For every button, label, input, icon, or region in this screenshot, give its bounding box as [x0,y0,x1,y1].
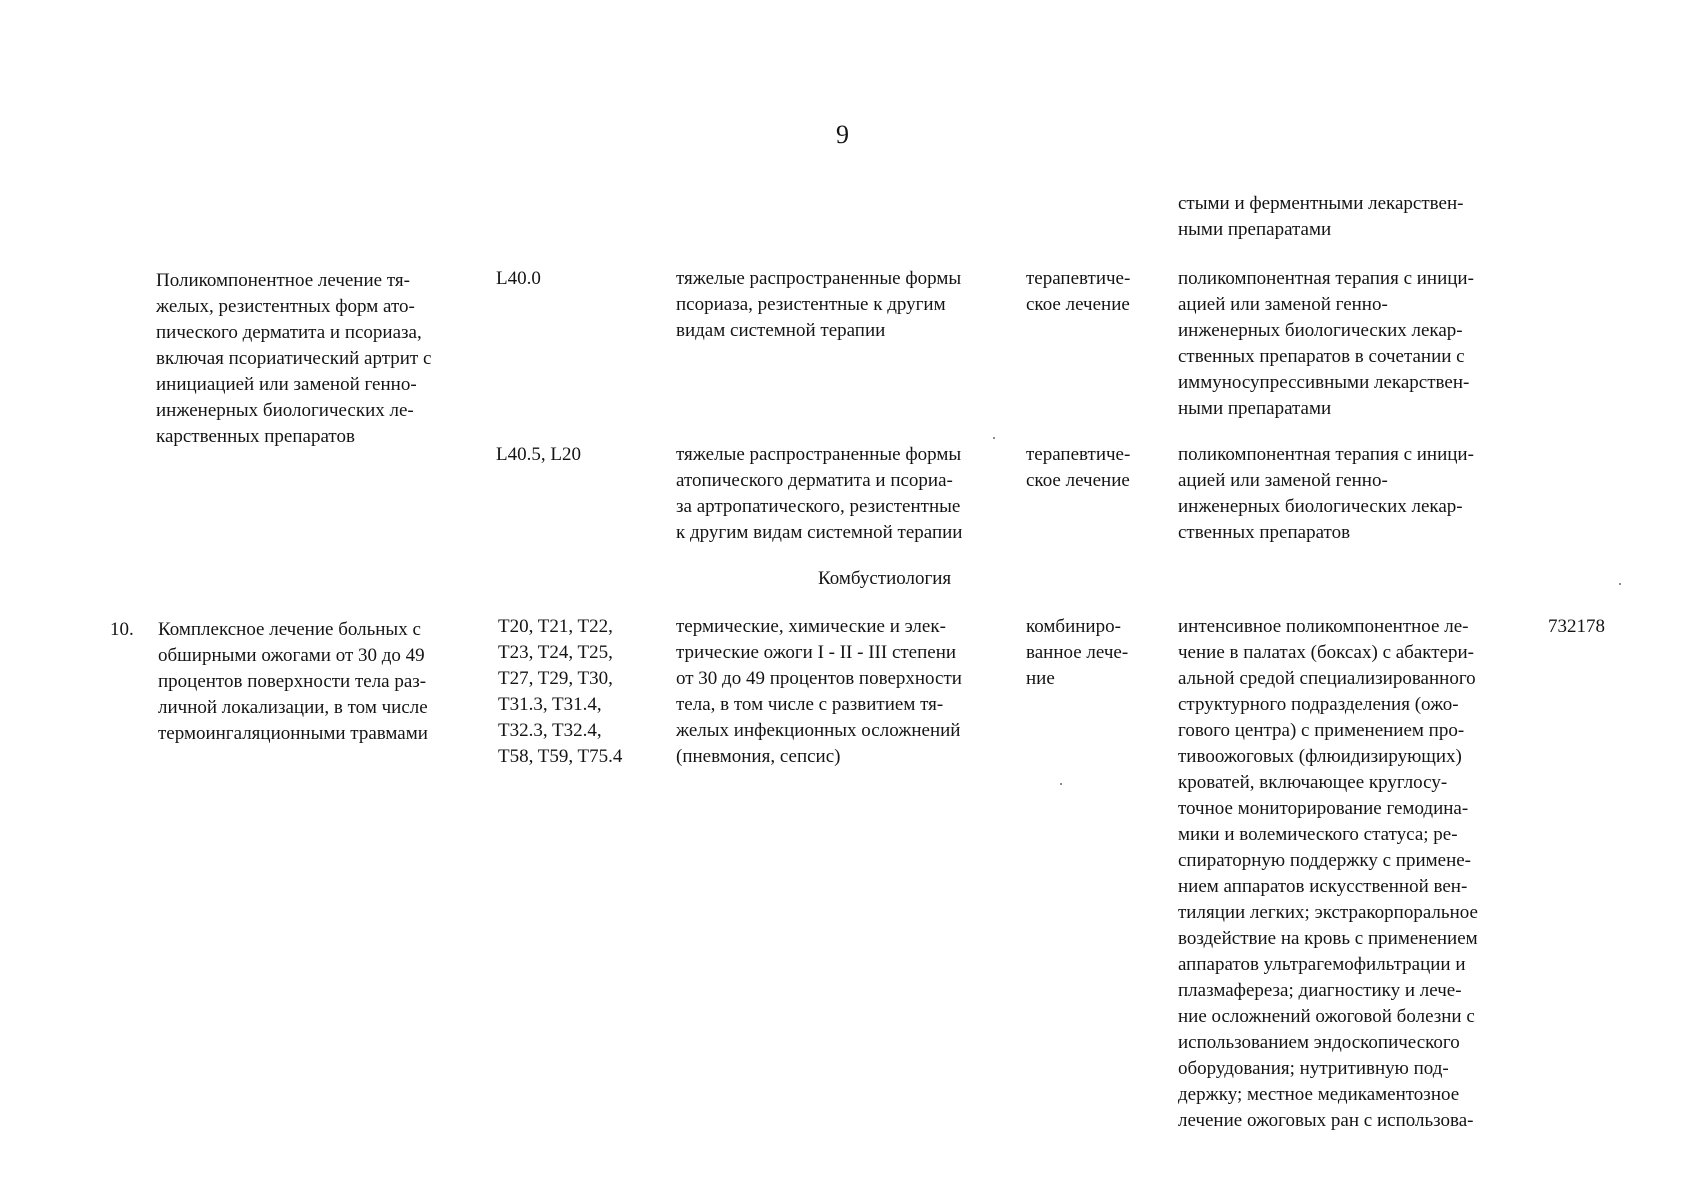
financing-amount: 732178 [1548,616,1605,637]
page-number: 9 [836,120,849,149]
scan-speck [993,437,995,439]
icd-codes: T20, T21, T22, T23, T24, T25, T27, T29, T30, T31.3, T31.4, T32.3, T32.4, T58, T59, T75.4 [498,616,623,767]
treatment-name: Комплексное лечение больных с обширными ожогами от 30 до 49 процентов поверхности тела раз- личной локализации, в том числе термоингаляционными травмами [158,619,428,744]
icd-codes: L40.0 [496,268,541,289]
patient-model: тяжелые распространенные формы атопического дерматита и псориа- за артропатического, резистентные к другим видам системной терапии [676,444,963,543]
treatment-method: поликомпонентная терапия с иници- ацией или заменой генно- инженерных биологических лекар- ственных препаратов в сочетании с иммуносупрессивными лекарствен- ными препаратами [1178,268,1474,419]
row-number: 10. [110,619,134,640]
scan-speck [1619,583,1621,585]
treatment-method: поликомпонентная терапия с иници- ацией или заменой генно- инженерных биологических лекар- ственных препаратов [1178,444,1474,543]
scan-speck [1060,783,1062,785]
patient-model: тяжелые распространенные формы псориаза, резистентные к другим видам системной терапии [676,268,962,341]
treatment-kind: терапевтиче- ское лечение [1026,444,1131,491]
treatment-kind: терапевтиче- ское лечение [1026,268,1131,315]
continued-method-text: стыми и ферментными лекарствен- ными препаратами [1178,193,1464,240]
treatment-method: интенсивное поликомпонентное ле- чение в палатах (боксах) с абактери- альной средой специализированного структурного подразделения (ожо- гового центра) с применением про- тивоожоговых (флюидизирующих) кроватей, включающее круглосу- точное мониторирование гемодина- мики и волемического статуса; ре- спираторную поддержку с примене- нием аппаратов искусственной вен- тиляции легких; экстракорпоральное воздействие на кровь с применением аппаратов ультрагемофильтрации и плазмафереза; диагностику и лече- ние осложнений ожоговой болезни с использованием эндоскопического оборудования; нутритивную под- держку; местное медикаментозное лечение ожоговых ран с использова- [1178,616,1478,1131]
icd-codes: L40.5, L20 [496,444,581,465]
patient-model: термические, химические и элек- трические ожоги I - II - III степени от 30 до 49 процентов поверхности тела, в том числе с развитием тя- желых инфекционных осложнений (пневмония, сепсис) [676,616,962,767]
section-heading: Комбустиология [818,568,952,589]
treatment-name: Поликомпонентное лечение тя- желых, резистентных форм ато- пического дерматита и псориаза, включая псориатический артрит с инициацией или заменой генно- инженерных биологических ле- карственных препаратов [156,270,432,447]
treatment-kind: комбиниро- ванное лече- ние [1026,616,1129,689]
